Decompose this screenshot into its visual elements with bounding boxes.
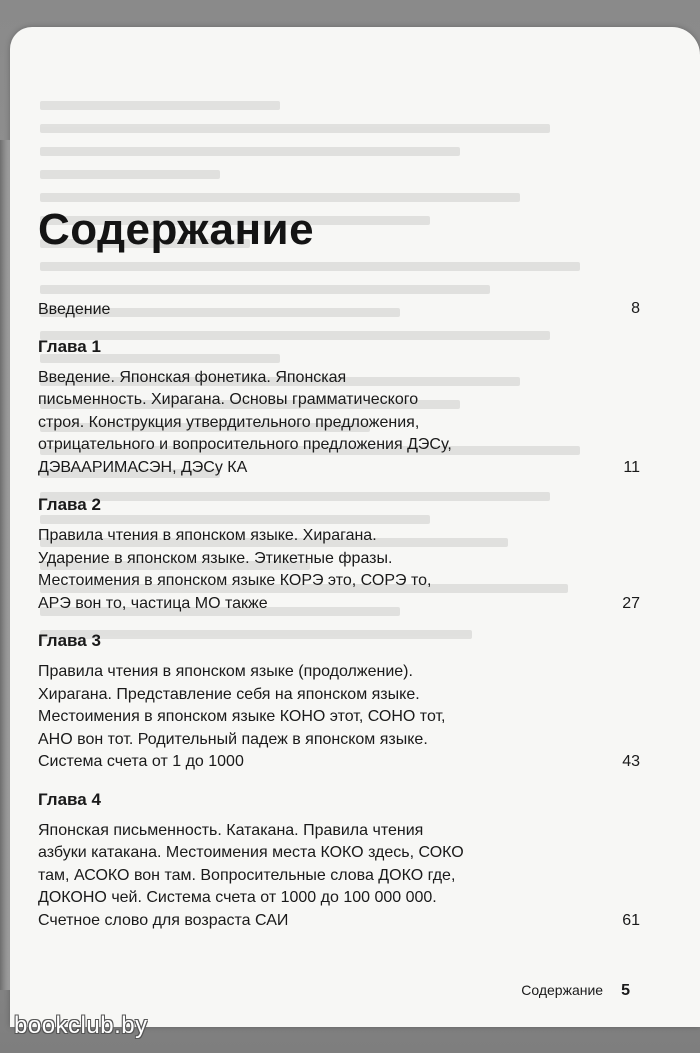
- toc-chapter-3[interactable]: [38, 629, 640, 774]
- chapter-line: там, АСОКО вон там. Вопросительные слова ДОКО где,: [38, 866, 456, 884]
- toc-entry-label: Введение: [38, 300, 111, 318]
- chapter-line: Введение. Японская фонетика. Японская: [38, 368, 347, 386]
- book-page: [10, 27, 700, 1027]
- chapter-description: [38, 525, 431, 615]
- chapter-line: Японская письменность. Катакана. Правила чтения: [38, 821, 424, 839]
- chapter-description: [38, 661, 446, 774]
- chapter-line: АНО вон тот. Родительный падеж в японском языке.: [38, 730, 428, 748]
- chapter-line: Хирагана. Представление себя на японском языке.: [38, 685, 420, 703]
- chapter-title: Глава 1: [38, 336, 101, 356]
- chapter-title: Глава 2: [38, 495, 101, 514]
- chapter-line: Правила чтения в японском языке. Хирагана.: [38, 527, 377, 544]
- running-header: Содержание: [521, 982, 604, 998]
- toc-chapter-1[interactable]: [38, 335, 640, 480]
- chapter-description: [38, 820, 464, 933]
- chapter-line: Правила чтения в японском языке (продолжение).: [38, 663, 413, 680]
- toc-chapter-2[interactable]: [38, 493, 640, 615]
- toc-page-number: 61: [622, 911, 640, 929]
- book-spine-edge: [0, 140, 10, 990]
- chapter-title: Глава 4: [38, 789, 101, 809]
- toc-page-number: 8: [631, 300, 640, 317]
- chapter-line: азбуки катакана. Местоимения места КОКО здесь, СОКО: [38, 844, 464, 861]
- chapter-line: строя. Конструкция утвердительного предложения,: [38, 413, 420, 431]
- page-footer: [521, 982, 630, 1000]
- toc-chapter-4[interactable]: [38, 788, 640, 933]
- chapter-line: Местоимения в японском языке КОРЭ это, СОРЭ то,: [38, 572, 432, 589]
- toc-page-number: 43: [622, 753, 640, 770]
- page-title: Содержание: [38, 205, 315, 254]
- chapter-line: письменность. Хирагана. Основы грамматического: [38, 391, 419, 408]
- chapter-line: Местоимения в японском языке КОНО этот, СОНО тот,: [38, 708, 446, 725]
- chapter-title: Глава 3: [38, 631, 101, 650]
- chapter-description: [38, 367, 452, 480]
- toc-page-number: 11: [623, 458, 640, 476]
- toc-page-number: 27: [622, 594, 640, 612]
- chapter-line: Ударение в японском языке. Этикетные фразы.: [38, 549, 393, 567]
- chapter-line: АРЭ вон то, частица МО также: [38, 594, 268, 612]
- chapter-line: отрицательного и вопросительного предложения ДЭСу,: [38, 436, 452, 453]
- chapter-line: Система счета от 1 до 1000: [38, 753, 244, 770]
- folio-number: 5: [621, 982, 630, 999]
- chapter-line: ДЭВААРИМАСЭН, ДЭСу КА: [38, 458, 248, 476]
- chapter-line: Счетное слово для возраста САИ: [38, 911, 289, 929]
- chapter-line: ДОКОНО чей. Система счета от 1000 до 100 000 000.: [38, 889, 437, 906]
- table-of-contents: [38, 298, 640, 946]
- site-watermark: bookclub.by: [14, 1012, 148, 1039]
- toc-entry-intro[interactable]: [38, 298, 640, 321]
